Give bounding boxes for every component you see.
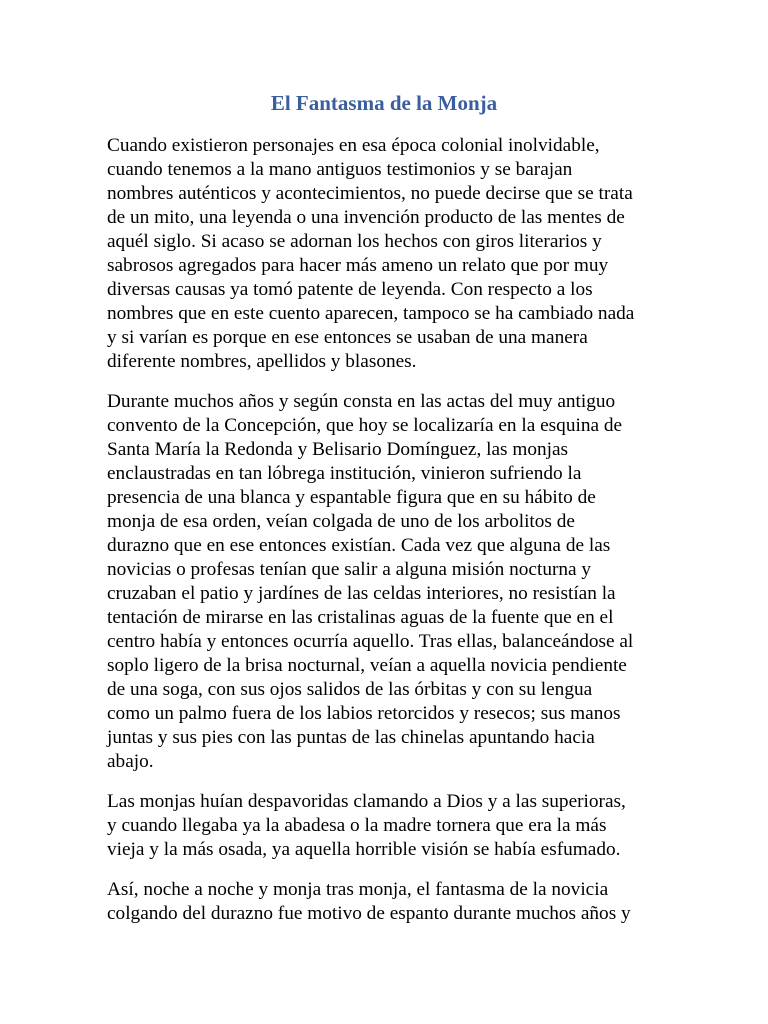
- text-line: convento de la Concepción, que hoy se localizaría en la esquina de: [107, 415, 623, 436]
- paragraph-1: [107, 134, 667, 374]
- text-line: nombres auténticos y acontecimientos, no puede decirse que se trata: [107, 183, 633, 204]
- paragraph-3: [107, 790, 667, 862]
- text-line: Durante muchos años y según consta en las actas del muy antiguo: [107, 391, 616, 412]
- text-line: monja de esa orden, veían colgada de uno de los arbolitos de: [107, 511, 575, 532]
- text-line: soplo ligero de la brisa nocturnal, veían a aquella novicia pendiente: [107, 655, 627, 676]
- text-line: vieja y la más osada, ya aquella horrible visión se había esfumado.: [107, 839, 621, 860]
- document-title: El Fantasma de la Monja: [270, 91, 498, 115]
- text-line: de una soga, con sus ojos salidos de las órbitas y con su lengua: [107, 679, 593, 700]
- text-line: novicias o profesas tenían que salir a alguna misión nocturna y: [107, 559, 592, 580]
- text-line: de un mito, una leyenda o una invención producto de las mentes de: [107, 207, 625, 228]
- text-line: juntas y sus pies con las puntas de las chinelas apuntando hacia: [107, 727, 595, 748]
- text-line: cruzaban el patio y jardínes de las celdas interiores, no resistían la: [107, 583, 616, 604]
- text-line: Cuando existieron personajes en esa época colonial inolvidable,: [107, 135, 600, 156]
- text-line: y cuando llegaba ya la abadesa o la madre tornera que era la más: [107, 815, 607, 836]
- text-line: Así, noche a noche y monja tras monja, el fantasma de la novicia: [107, 879, 609, 900]
- paragraph-4: [107, 878, 667, 926]
- text-line: tentación de mirarse en las cristalinas aguas de la fuente que en el: [107, 607, 614, 628]
- text-line: diversas causas ya tomó patente de leyenda. Con respecto a los: [107, 279, 593, 300]
- text-line: durazno que en ese entonces existían. Cada vez que alguna de las: [107, 535, 611, 556]
- text-line: aquél siglo. Si acaso se adornan los hechos con giros literarios y: [107, 231, 602, 252]
- text-line: nombres que en este cuento aparecen, tampoco se ha cambiado nada: [107, 303, 635, 324]
- text-line: sabrosos agregados para hacer más ameno un relato que por muy: [107, 255, 609, 276]
- text-line: cuando tenemos a la mano antiguos testimonios y se barajan: [107, 159, 573, 180]
- text-line: diferente nombres, apellidos y blasones.: [107, 351, 417, 372]
- text-line: y si varían es porque en ese entonces se usaban de una manera: [107, 327, 588, 348]
- text-line: enclaustradas en tan lóbrega institución, vinieron sufriendo la: [107, 463, 582, 484]
- text-line: abajo.: [107, 751, 154, 772]
- text-line: presencia de una blanca y espantable figura que en su hábito de: [107, 487, 596, 508]
- text-line: como un palmo fuera de los labios retorcidos y resecos; sus manos: [107, 703, 621, 724]
- text-line: Santa María la Redonda y Belisario Domínguez, las monjas: [107, 439, 569, 460]
- text-line: colgando del durazno fue motivo de espanto durante muchos años y: [107, 903, 631, 924]
- paragraph-2: [107, 390, 667, 774]
- text-line: Las monjas huían despavoridas clamando a Dios y a las superioras,: [107, 791, 626, 812]
- text-line: centro había y entonces ocurría aquello. Tras ellas, balanceándose al: [107, 631, 634, 652]
